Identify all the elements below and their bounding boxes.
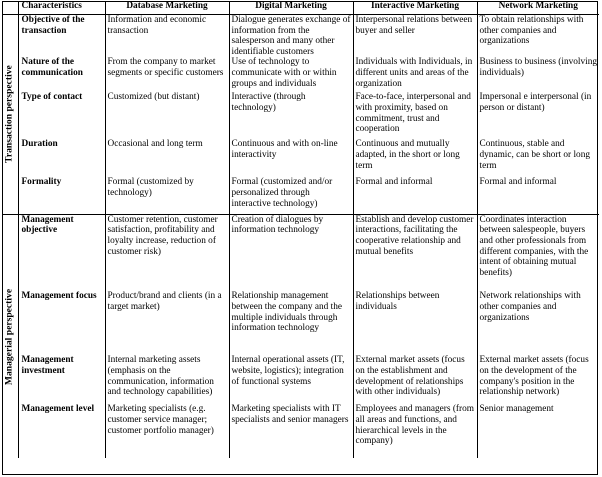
table-cell: Continuous and mutually adapted, in the short or long term	[353, 139, 477, 177]
table-cell: Continuous and with on-line interactivity	[229, 139, 353, 177]
table-cell: Continuous, stable and dynamic, can be short or long term	[479, 139, 591, 171]
row-characteristic: Management focus	[18, 291, 105, 355]
table-cell: Formal (customized and/or personalized through interactive technology)	[229, 177, 353, 214]
row-characteristic: Objective of the transaction	[18, 15, 105, 58]
table-cell: Face-to-face, interpersonal and with proximity, based on commitment, trust and cooperation	[353, 92, 477, 139]
header-interactive-marketing: Interactive Marketing	[353, 1, 477, 15]
table-cell: Coordinates interaction between salespeople, buyers and other professionals from different companies, with the intent of obtaining mutual benefits)	[477, 214, 599, 291]
row-characteristic: Management level	[18, 404, 105, 458]
table-row	[2, 139, 599, 177]
row-characteristic: Duration	[18, 139, 105, 177]
table-cell: Marketing specialists with IT specialists and senior managers	[229, 404, 353, 458]
header-database-marketing: Database Marketing	[105, 1, 229, 15]
table-row	[2, 214, 599, 291]
table-cell: External market assets (focus on the establishment and development of relationships with other individuals)	[353, 355, 477, 404]
transaction-perspective-cell	[2, 15, 18, 215]
table-cell: Senior management	[479, 404, 554, 415]
table-cell: Establish and develop customer interactions, facilitating the cooperative relationship and mutual benefits	[353, 214, 477, 291]
perspective-header	[2, 1, 18, 15]
row-characteristic: Nature of the communication	[18, 57, 105, 92]
table-cell: Impersonal e interpersonal (in person or distant)	[479, 92, 592, 113]
table-cell: Internal marketing assets (emphasis on the communication, information and technology capabilities)	[105, 355, 229, 404]
table-row	[2, 291, 599, 355]
table-cell: Customer retention, customer satisfaction, profitability and loyalty increase, reduction of customer risk)	[105, 214, 229, 291]
table-cell: Dialogue generates exchange of information from the salesperson and many other identifiable customers	[229, 15, 353, 58]
header-row	[2, 1, 599, 15]
table-cell: Customized (but distant)	[105, 92, 229, 139]
table-cell: Employees and managers (from all areas and functions, and hierarchical levels in the company)	[353, 404, 477, 458]
header-network-marketing: Network Marketing	[477, 1, 599, 15]
table-cell: Marketing specialists (e.g. customer service manager; customer portfolio manager)	[105, 404, 229, 458]
table-cell: Product/brand and clients (in a target market)	[105, 291, 229, 355]
table-cell: Occasional and long term	[105, 139, 229, 177]
transaction-perspective-label: Transaction perspective	[3, 65, 15, 164]
header-characteristics: Characteristics	[18, 1, 105, 15]
table-cell: Creation of dialogues by information technology	[229, 214, 353, 291]
table-cell: Formal and informal	[353, 177, 477, 214]
row-characteristic: Formality	[18, 177, 105, 214]
row-characteristic: Management objective	[18, 214, 105, 291]
table-row	[2, 57, 599, 92]
managerial-perspective-label: Managerial perspective	[3, 288, 15, 385]
table-cell: Internal operational assets (IT, website, logistics); integration of functional systems	[229, 355, 353, 404]
table-cell: Relationship management between the company and the multiple individuals through information technology	[229, 291, 353, 355]
table-row	[2, 15, 599, 58]
table-cell: Formal and informal	[479, 177, 557, 188]
table-cell: Interpersonal relations between buyer and seller	[353, 15, 477, 58]
table-cell: Relationships between individuals	[353, 291, 477, 355]
table-row	[2, 177, 599, 214]
table-cell: From the company to market segments or specific customers	[105, 57, 229, 92]
table-cell: External market assets (focus on the development of the company's position in the relationship network)	[479, 355, 589, 398]
table-cell: Individuals with Individuals, in different units and areas of the organization	[353, 57, 477, 92]
table-cell: Interactive (through technology)	[229, 92, 353, 139]
table-cell: Information and economic transaction	[105, 15, 229, 58]
row-characteristic: Type of contact	[18, 92, 105, 139]
row-characteristic: Management investment	[18, 355, 105, 404]
table-row	[2, 355, 599, 404]
table-cell: Network relationships with other companies and organizations	[479, 291, 581, 323]
managerial-perspective-cell	[2, 214, 18, 458]
table-row	[2, 92, 599, 139]
table-cell: Business to business (involving individuals)	[479, 57, 598, 78]
header-digital-marketing: Digital Marketing	[229, 1, 353, 15]
table-cell: To obtain relationships with other companies and organizations	[477, 15, 599, 58]
table-cell: Formal (customized by technology)	[105, 177, 229, 214]
table-cell: Use of technology to communicate with or within groups and individuals	[229, 57, 353, 92]
marketing-comparison-table	[2, 1, 599, 458]
table-row	[2, 404, 599, 458]
